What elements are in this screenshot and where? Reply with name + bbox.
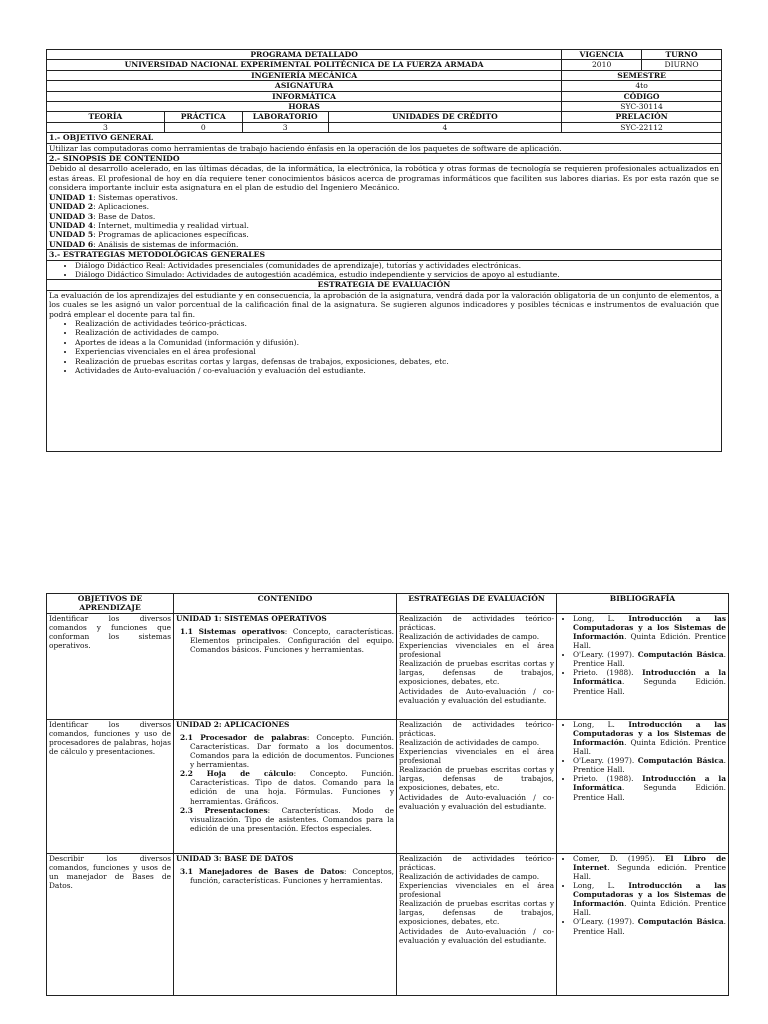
biblio-title: Introducción a las Computadoras y a los Sistemas de Información xyxy=(573,881,726,909)
bibliografia-item xyxy=(573,881,726,917)
unit-text: : Internet, multimedia y realidad virtual. xyxy=(93,220,249,230)
bibliografia-item xyxy=(573,854,726,881)
biblio-edition: . Segunda Edición. Prentice Hall. xyxy=(573,677,726,696)
prelacion-label: PRELACIÓN xyxy=(562,112,722,122)
objetivo-cell: Identificar los diversos comandos, funciones y uso de procesadores de palabras, hojas de cálculo y presentaciones. xyxy=(47,719,174,853)
practica-value: 0 xyxy=(164,122,242,132)
biblio-edition: . Prentice Hall. xyxy=(573,650,726,669)
table-row xyxy=(47,853,729,995)
unit-title: UNIDAD 1: SISTEMAS OPERATIVOS xyxy=(176,613,327,623)
header-contenido: CONTENIDO xyxy=(174,594,397,614)
header-bibliografia: BIBLIOGRAFÍA xyxy=(557,594,729,614)
turno-value: DIURNO xyxy=(642,60,722,70)
bibliografia-cell xyxy=(557,853,729,995)
biblio-author: O'Leary. (1997). xyxy=(573,650,638,660)
objetivo-cell: Describir los diversos comandos, funciones y usos de un manejador de Bases de Datos. xyxy=(47,853,174,995)
estrategia-line: Realización de actividades teórico-prácticas. xyxy=(399,853,554,872)
estrategias-body xyxy=(47,260,722,280)
biblio-title: Introducción a la Informática xyxy=(573,774,726,793)
estrategia-item: • Diálogo Didáctico Real: Actividades presenciales (comunidades de aprendizaje), tutorías y actividades electrónicas. xyxy=(75,261,719,270)
unit-line xyxy=(49,202,719,211)
estrategia-line: Realización de actividades teórico-prácticas. xyxy=(399,719,554,738)
unit-title: UNIDAD 3: BASE DE DATOS xyxy=(176,853,294,863)
biblio-title: El Libro de Internet xyxy=(573,853,727,872)
topic-name: Hoja de cálculo xyxy=(206,769,294,779)
unit-label: UNIDAD 3 xyxy=(49,211,94,221)
objetivo-title: 1.- OBJETIVO GENERAL xyxy=(47,133,722,143)
unit-line xyxy=(49,230,719,239)
topic-text: : Características. Modo de visualización. Tipo de asistentes. Comandos para la edición de una presentación. Efectos especiales. xyxy=(190,805,394,833)
objetivo-cell: Identificar los diversos comandos y funciones que conforman los sistemas operativos. xyxy=(47,613,174,719)
estrategia-line: Experiencias vivenciales en el área profesional xyxy=(399,641,554,660)
topic-number: 2.3 xyxy=(180,805,205,815)
bibliografia-list xyxy=(559,614,726,696)
biblio-author: Long, L. xyxy=(573,613,629,623)
sinopsis-text: Debido al desarrollo acelerado, en las últimas décadas, de la informática, la electrónica, la robótica y otras formas de tecnología se requieren profesionales actualizados en estas áreas. El profesional de hoy en día requiere tener conocimientos básicos acerca de programas informáticos que faciliten sus labores diarias. Es por esta razón que se considera importante incluir esta asignatura en el plan de estudio del Ingeniero Mecánico. xyxy=(49,164,719,193)
evaluacion-item: • Realización de pruebas escritas cortas y largas, defensas de trabajos, exposiciones, debates, etc. xyxy=(75,357,719,366)
topic-name: Sistemas operativos xyxy=(198,626,285,636)
topic-item xyxy=(176,769,394,805)
estrategia-line: Actividades de Auto-evaluación / co-evaluación y evaluación del estudiante. xyxy=(399,686,554,705)
semestre-value: 4to xyxy=(562,81,722,91)
topic-number: 3.1 xyxy=(180,866,199,876)
topic-text: : Concepto, características. Elementos principales. Configuración del equipo. Comandos básicos. Funciones y herramientas. xyxy=(190,626,394,655)
biblio-edition: . Prentice Hall. xyxy=(573,917,726,936)
topic-text: : Concepto. Función. Características. Tipo de datos. Comando para la edición de una hoja. Fórmulas. Funciones y herramientas. Gráficos. xyxy=(190,769,394,806)
vigencia-label: VIGENCIA xyxy=(562,50,642,60)
unit-label: UNIDAD 4 xyxy=(49,220,94,230)
biblio-author: Prieto. (1988). xyxy=(573,668,643,678)
header-estrategias: ESTRATEGIAS DE EVALUACIÓN xyxy=(397,594,557,614)
subject-label: ASIGNATURA xyxy=(47,81,562,91)
bibliografia-item xyxy=(573,917,726,935)
evaluacion-body xyxy=(47,290,722,451)
estrategia-line: Actividades de Auto-evaluación / co-evaluación y evaluación del estudiante. xyxy=(399,926,554,945)
topic-item xyxy=(176,627,394,654)
bibliografia-item xyxy=(573,774,726,801)
table-row xyxy=(47,613,729,719)
topic-name: Presentaciones xyxy=(204,805,268,815)
program-title: PROGRAMA DETALLADO xyxy=(47,50,562,60)
topic-item xyxy=(176,733,394,769)
unidades-label: UNIDADES DE CRÉDITO xyxy=(328,112,562,122)
biblio-title: Computación Básica xyxy=(637,917,724,927)
evaluacion-item: • Realización de actividades teórico-prácticas. xyxy=(75,319,719,328)
bibliografia-item xyxy=(573,756,726,774)
unit-label: UNIDAD 1 xyxy=(49,192,94,202)
biblio-edition: . Segunda Edición. Prentice Hall. xyxy=(573,783,726,802)
estrategia-line: Realización de pruebas escritas cortas y largas, defensas de trabajos, exposiciones, debates, etc. xyxy=(399,659,554,687)
bibliografia-item xyxy=(573,614,726,650)
unit-text: : Base de Datos. xyxy=(93,211,156,221)
teoria-value: 3 xyxy=(47,122,165,132)
unit-text: : Aplicaciones. xyxy=(93,202,150,212)
vigencia-value: 2010 xyxy=(562,60,642,70)
biblio-author: Prieto. (1988). xyxy=(573,774,643,784)
evaluacion-item: • Aportes de ideas a la Comunidad (información y difusión). xyxy=(75,338,719,347)
career-name: INGENIERÍA MECÁNICA xyxy=(47,70,562,80)
laboratorio-label: LABORATORIO xyxy=(242,112,328,122)
biblio-title: Computación Básica xyxy=(637,756,724,766)
topic-name: Procesador de palabras xyxy=(200,732,307,742)
biblio-edition: . Segunda edición. Prentice Hall. xyxy=(573,862,726,881)
bibliografia-list xyxy=(559,720,726,802)
topic-number: 1.1 xyxy=(180,626,199,636)
biblio-edition: . Quinta Edición. Prentice Hall. xyxy=(573,899,726,918)
objetivo-text: Utilizar las computadoras como herramientas de trabajo haciendo énfasis en la operación de los paquetes de software de aplicación. xyxy=(47,143,722,153)
topic-name: Manejadores de Bases de Datos xyxy=(198,866,345,876)
unit-label: UNIDAD 2 xyxy=(49,202,94,212)
unit-text: : Programas de aplicaciones específicas. xyxy=(93,230,249,240)
evaluacion-text: La evaluación de los aprendizajes del estudiante y en consecuencia, la aprobación de la asignatura, vendrá dada por la valoración obligatoria de un conjunto de elementos, a los cuales se les asignó un valor porcentual de la calificación final de la asignatura. Se sugieren algunos indicadores y posibles técnicas e instrumentos de evaluación que podrá emplear el docente para tal fin. xyxy=(49,290,719,319)
estrategia-line: Realización de pruebas escritas cortas y largas, defensas de trabajos, exposiciones, debates, etc. xyxy=(399,899,554,927)
unit-line xyxy=(49,221,719,230)
estrategias-cell xyxy=(397,719,557,853)
evaluacion-item: • Realización de actividades de campo. xyxy=(75,328,719,337)
estrategia-line: Actividades de Auto-evaluación / co-evaluación y evaluación del estudiante. xyxy=(399,792,554,811)
unit-title: UNIDAD 2: APLICACIONES xyxy=(176,719,290,729)
prelacion-value: SYC-22112 xyxy=(562,122,722,132)
estrategia-item: • Diálogo Didáctico Simulado: Actividades de autogestión académica, estudio independiente y servicios de apoyo al estudiante. xyxy=(75,270,719,279)
bibliografia-item xyxy=(573,720,726,756)
contenido-cell xyxy=(174,613,397,719)
biblio-author: Comer, D. (1995). xyxy=(573,853,665,863)
biblio-author: O'Leary. (1997). xyxy=(573,756,638,766)
program-header-table xyxy=(46,49,722,452)
semestre-label: SEMESTRE xyxy=(562,70,722,80)
estrategia-line: Realización de actividades de campo. xyxy=(399,738,540,747)
unit-line xyxy=(49,212,719,221)
unit-text: : Análisis de sistemas de información. xyxy=(93,239,239,249)
table-row xyxy=(47,719,729,853)
estrategia-line: Realización de pruebas escritas cortas y largas, defensas de trabajos, exposiciones, debates, etc. xyxy=(399,765,554,793)
unit-line xyxy=(49,240,719,249)
university-name: UNIVERSIDAD NACIONAL EXPERIMENTAL POLITÉCNICA DE LA FUERZA ARMADA xyxy=(47,60,562,70)
practica-label: PRÁCTICA xyxy=(164,112,242,122)
hours-label: HORAS xyxy=(47,102,562,112)
unit-label: UNIDAD 5 xyxy=(49,230,94,240)
evaluacion-item: • Experiencias vivenciales en el área profesional xyxy=(75,347,719,356)
topic-text: : Conceptos, función, características. Funciones y herramientas. xyxy=(190,866,395,885)
estrategia-line: Experiencias vivenciales en el área profesional xyxy=(399,747,554,766)
turno-label: TURNO xyxy=(642,50,722,60)
laboratorio-value: 3 xyxy=(242,122,328,132)
topic-text: : Concepto. Función. Características. Dar formato a los documentos. Comandos para la edición de documentos. Funciones y herramientas. xyxy=(190,732,394,770)
biblio-edition: . Quinta Edición. Prentice Hall. xyxy=(573,738,726,757)
estrategia-line: Realización de actividades de campo. xyxy=(399,872,540,881)
biblio-title: Introducción a las Computadoras y a los Sistemas de Información xyxy=(573,719,726,747)
detail-table xyxy=(46,593,729,996)
sinopsis-title: 2.- SINOPSIS DE CONTENIDO xyxy=(47,154,722,164)
topic-number: 2.1 xyxy=(180,732,201,742)
evaluacion-title: ESTRATEGIA DE EVALUACIÓN xyxy=(47,280,722,290)
topic-number: 2.2 xyxy=(180,769,207,779)
unit-label: UNIDAD 6 xyxy=(49,239,94,249)
estrategias-title: 3.- ESTRATEGIAS METODOLÓGICAS GENERALES xyxy=(47,250,722,260)
evaluacion-list xyxy=(49,319,719,375)
header-objetivos: OBJETIVOS DE APRENDIZAJE xyxy=(47,594,174,614)
estrategias-cell xyxy=(397,613,557,719)
biblio-author: Long, L. xyxy=(573,881,629,891)
subject-name: INFORMÁTICA xyxy=(47,91,562,101)
unit-line xyxy=(49,193,719,202)
codigo-label: CÓDIGO xyxy=(562,91,722,101)
codigo-value: SYC-30114 xyxy=(562,102,722,112)
bibliografia-item xyxy=(573,668,726,695)
evaluacion-item: • Actividades de Auto-evaluación / co-evaluación y evaluación del estudiante. xyxy=(75,366,719,375)
units-list xyxy=(49,193,719,249)
bibliografia-cell xyxy=(557,719,729,853)
biblio-title: Introducción a la Informática xyxy=(573,668,726,687)
biblio-edition: . Quinta Edición. Prentice Hall. xyxy=(573,632,726,651)
estrategia-line: Realización de actividades teórico-prácticas. xyxy=(399,613,554,632)
bibliografia-cell xyxy=(557,613,729,719)
biblio-title: Computación Básica xyxy=(637,650,724,660)
bibliografia-list xyxy=(559,854,726,936)
biblio-title: Introducción a las Computadoras y a los Sistemas de Información xyxy=(573,613,726,641)
estrategia-line: Realización de actividades de campo. xyxy=(399,632,540,641)
unit-text: : Sistemas operativos. xyxy=(93,192,178,202)
estrategia-line: Experiencias vivenciales en el área profesional xyxy=(399,881,554,900)
teoria-label: TEORÍA xyxy=(47,112,165,122)
unidades-value: 4 xyxy=(328,122,562,132)
topic-item xyxy=(176,806,394,833)
contenido-cell xyxy=(174,719,397,853)
detail-rows xyxy=(47,613,729,995)
sinopsis-body xyxy=(47,164,722,250)
biblio-author: O'Leary. (1997). xyxy=(573,917,638,927)
contenido-cell xyxy=(174,853,397,995)
topic-item xyxy=(176,867,394,885)
bibliografia-item xyxy=(573,650,726,668)
biblio-author: Long, L. xyxy=(573,719,629,729)
estrategias-cell xyxy=(397,853,557,995)
biblio-edition: . Prentice Hall. xyxy=(573,756,726,775)
estrategias-list xyxy=(49,261,719,280)
